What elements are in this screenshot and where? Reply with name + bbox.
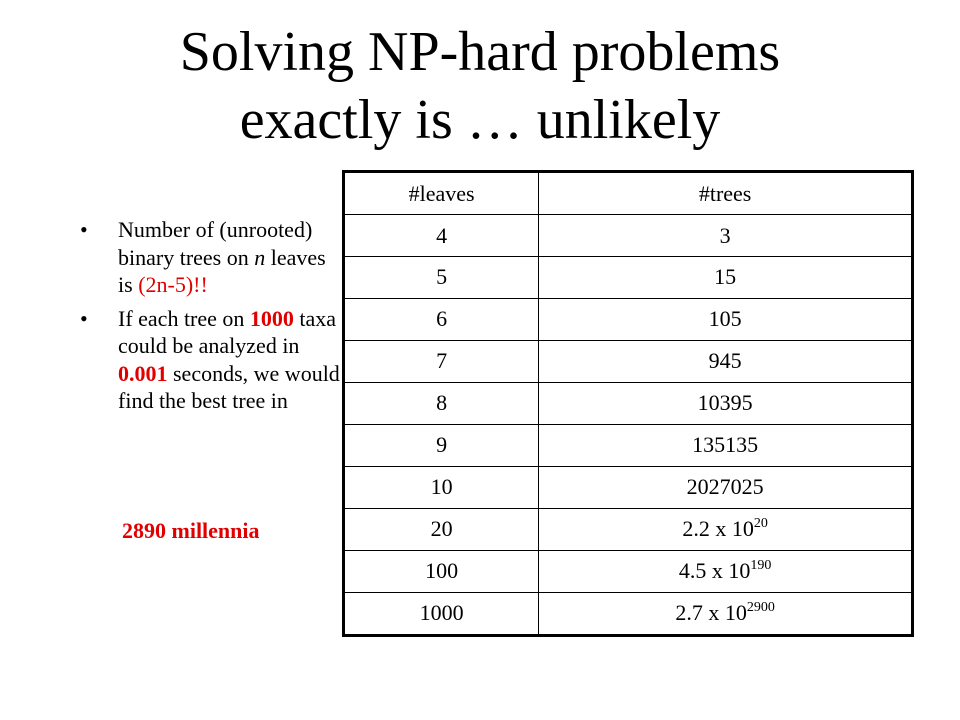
trees-value: 2.2 x 10 <box>682 516 754 542</box>
exponent: 2900 <box>746 600 775 616</box>
table-row <box>344 592 913 635</box>
exponent: 190 <box>750 558 772 574</box>
formula-double-factorial: (2n-5)!! <box>138 272 208 297</box>
trees-value: 2027025 <box>686 474 764 500</box>
exponent: 20 <box>753 516 768 532</box>
column-header-trees: #trees <box>539 172 913 215</box>
table-row <box>344 257 913 299</box>
table-row <box>344 508 913 550</box>
tree-count-table <box>342 170 914 637</box>
trees-cell <box>539 550 913 592</box>
bullet-dot-icon: • <box>80 305 88 331</box>
table-header-row <box>344 172 913 215</box>
trees-cell <box>539 592 913 635</box>
trees-value: 135135 <box>692 432 759 458</box>
table-row <box>344 466 913 508</box>
table-row <box>344 424 913 466</box>
trees-cell <box>539 340 913 382</box>
trees-cell <box>539 215 913 257</box>
result-millennia: 2890 millennia <box>122 518 260 543</box>
bullet-text: If each tree on <box>118 305 250 331</box>
column-header-leaves: #leaves <box>344 172 539 215</box>
table-row <box>344 298 913 340</box>
bullet-text: leaves is <box>118 244 326 297</box>
bullet-list <box>80 216 340 421</box>
leaves-cell: 9 <box>344 424 539 466</box>
table-row <box>344 215 913 257</box>
trees-value: 3 <box>719 222 731 248</box>
leaves-cell: 4 <box>344 215 539 257</box>
trees-value: 10395 <box>697 390 753 416</box>
trees-cell <box>539 508 913 550</box>
leaves-cell: 1000 <box>344 592 539 635</box>
trees-cell <box>539 382 913 424</box>
table-row <box>344 550 913 592</box>
bullet-text: seconds, we would find the best tree in <box>118 360 340 413</box>
trees-cell <box>539 424 913 466</box>
highlight-seconds: 0.001 <box>118 360 168 386</box>
bullet-dot-icon: • <box>80 217 88 242</box>
trees-cell <box>539 298 913 340</box>
bullet-text: Number of (unrooted) binary trees on <box>118 217 313 270</box>
bullet-text: taxa could be analyzed in <box>118 305 337 358</box>
trees-cell <box>539 466 913 508</box>
variable-n: n <box>254 244 266 270</box>
trees-value: 15 <box>714 264 737 290</box>
slide-title <box>0 18 960 154</box>
table-row <box>344 340 913 382</box>
highlight-taxa-count: 1000 <box>249 305 294 331</box>
leaves-cell: 6 <box>344 298 539 340</box>
trees-value: 945 <box>708 348 742 374</box>
leaves-cell: 8 <box>344 382 539 424</box>
leaves-cell: 7 <box>344 340 539 382</box>
table-row <box>344 382 913 424</box>
trees-value: 2.7 x 10 <box>675 600 747 626</box>
bullet-item-runtime <box>80 305 340 415</box>
leaves-cell: 20 <box>344 508 539 550</box>
trees-cell <box>539 257 913 299</box>
title-line-2: exactly is … unlikely <box>239 89 721 151</box>
trees-value: 105 <box>708 306 742 332</box>
trees-value: 4.5 x 10 <box>678 558 751 584</box>
leaves-cell: 10 <box>344 466 539 508</box>
title-line-1: Solving NP-hard problems <box>179 21 781 83</box>
leaves-cell: 5 <box>344 257 539 299</box>
bullet-item-tree-count <box>80 216 340 299</box>
leaves-cell: 100 <box>344 550 539 592</box>
